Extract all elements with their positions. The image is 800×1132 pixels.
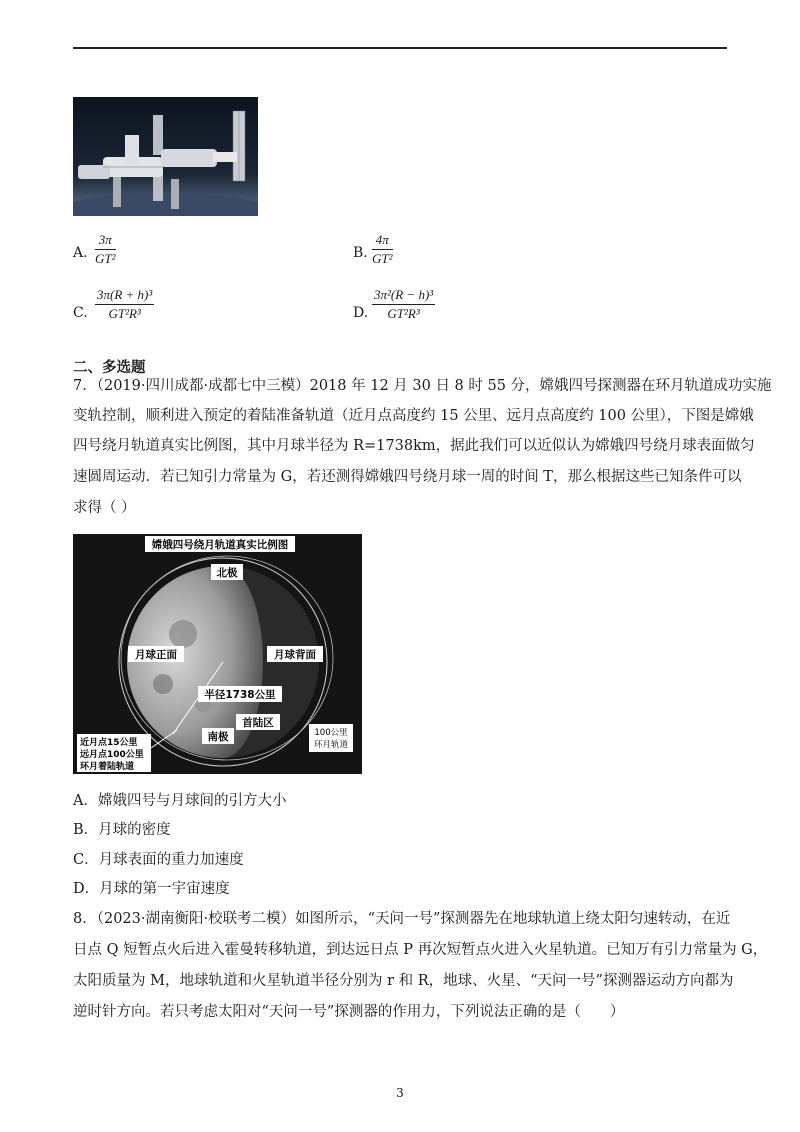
label-radius: 半径1738公里: [204, 689, 276, 701]
label-orbit-100-a: 100公里: [314, 728, 348, 738]
header-rule: [73, 47, 727, 49]
option-b-numerator: 4π: [372, 232, 393, 250]
q7-line-1: 7．（2019·四川成都·成都七中三模）2018 年 12 月 30 日 8 时 55 分，嫦娥四号探测器在环月轨道成功实施: [73, 378, 772, 394]
q7-option-b: B．月球的密度: [73, 822, 171, 838]
option-c-numerator: 3π(R + h)³: [95, 287, 154, 305]
q8-line-3: 太阳质量为 M，地球轨道和火星轨道半径分别为 r 和 R，地球、火星、“天问一号”探测器运动方向都为: [73, 973, 734, 989]
label-south-pole: 南极: [207, 731, 229, 743]
q7-option-d: D．月球的第一宇宙速度: [73, 881, 230, 897]
option-d-denominator: GT²R³: [387, 306, 420, 321]
q7-line-2: 变轨控制，顺利进入预定的着陆准备轨道（近月点高度约 15 公里、远月点高度约 100 公里），下图是嫦娥: [73, 408, 754, 424]
label-far-side: 月球背面: [274, 649, 316, 661]
q8-line-4: 逆时针方向。若只考虑太阳对“天问一号”探测器的作用力，下列说法正确的是（ ）: [73, 1004, 625, 1020]
q8-line-2: 日点 Q 短暂点火后进入霍曼转移轨道，到达远日点 P 再次短暂点火进入火星轨道。已知万有引力常量为 G，: [73, 942, 768, 958]
space-station-image: [73, 97, 258, 216]
figure-title: 嫦娥四号绕月轨道真实比例图: [151, 539, 289, 551]
option-b-denominator: GT²: [372, 251, 393, 266]
option-a-formula: [95, 232, 116, 267]
label-north-pole: 北极: [216, 567, 238, 579]
q8-line-1: 8．（2023·湖南衡阳·校联考二模）如图所示，“天问一号”探测器先在地球轨道上绕太阳匀速转动，在近: [73, 911, 731, 927]
page-number: 3: [396, 1086, 404, 1100]
option-b-letter: B.: [353, 245, 368, 261]
label-perilune: 近月点15公里: [80, 738, 138, 748]
q7-line-5: 求得（ ）: [73, 500, 136, 516]
option-c-letter: C.: [73, 305, 88, 321]
section-heading: 二、多选题: [73, 360, 146, 376]
q7-option-a: A．嫦娥四号与月球间的引方大小: [73, 793, 287, 809]
q7-line-3: 四号绕月轨道真实比例图，其中月球半径为 R=1738km，据此我们可以近似认为嫦娥四号绕月球表面做匀: [73, 438, 755, 454]
option-b-formula: [372, 232, 393, 267]
option-d-formula: [372, 287, 435, 322]
q7-line-4: 速圆周运动．若已知引力常量为 G，若还测得嫦娥四号绕月球一周的时间 T，那么根据这些已知条件可以: [73, 469, 742, 485]
q7-option-c: C．月球表面的重力加速度: [73, 852, 244, 868]
moon-orbit-figure: [73, 534, 362, 774]
option-a-letter: A.: [73, 245, 88, 261]
option-d-letter: D.: [353, 305, 369, 321]
option-a-denominator: GT²: [95, 251, 116, 266]
label-landing-orbit: 环月着陆轨道: [80, 762, 135, 772]
label-apolune: 远月点100公里: [80, 750, 144, 760]
option-a-numerator: 3π: [95, 232, 116, 250]
label-orbit-100-b: 环月轨道: [313, 740, 349, 750]
option-d-numerator: 3π²(R − h)³: [372, 287, 435, 305]
label-near-side: 月球正面: [135, 649, 177, 661]
option-c-formula: [95, 287, 154, 322]
option-c-denominator: GT²R³: [108, 306, 141, 321]
label-landing-zone: 首陆区: [242, 717, 274, 729]
